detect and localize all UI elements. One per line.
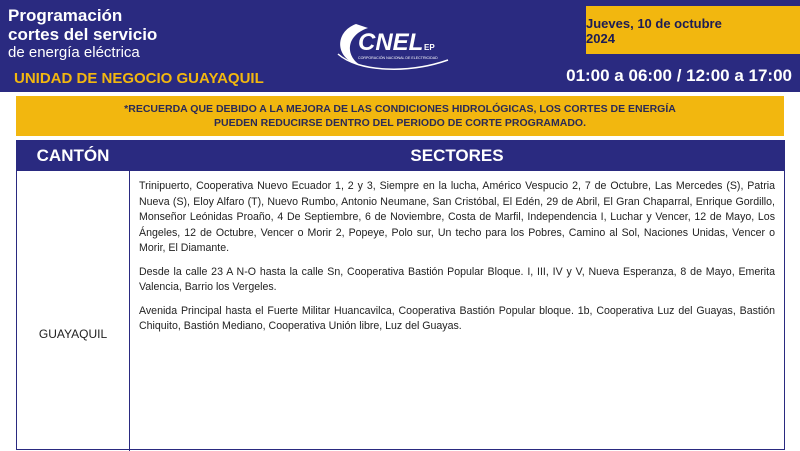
canton-cell: GUAYAQUIL [38, 327, 108, 341]
logo-subtitle: CORPORACIÓN NACIONAL DE ELECTRICIDAD [358, 56, 438, 60]
notice-line-1: *RECUERDA QUE DEBIDO A LA MEJORA DE LAS CONDICIONES HIDROLÓGICAS, LOS CORTES DE ENERGÍA [124, 103, 676, 115]
title-line-2: cortes del servicio [8, 25, 158, 44]
sector-block: Trinipuerto, Cooperativa Nuevo Ecuador 1, 2 y 3, Siempre en la lucha, Américo Vespucio 2, 7 de Octubre, Las Mercedes (S), Patria Nueva (S), Eloy Alfaro (T), Nuevo Rumbo, Antonio Neumane, San Cristóbal, El Edén, 29 de Abril, El Gran Chaparral, Enrique Gordillo, Monseñor Leónidas Proaño, 4 De Septiembre, 6 de Noviembre, Costa de Marfil, Independencia I, Luchar y Vencer, 12 de Mayo, Los Ángeles, 12 de Octubre, Vencer o Morir 2, Popeye, Polo sur, Un techo para los Pobres, Camino al Sol, Naciones Unidas, Vencer o Morir, El Diamante. [139, 180, 775, 254]
business-unit-label: UNIDAD DE NEGOCIO GUAYAQUIL [14, 70, 264, 87]
date-box [586, 6, 800, 54]
title-line-1: Programación [8, 6, 123, 25]
page-title [8, 6, 157, 62]
cnel-logo [328, 14, 478, 74]
outage-table [16, 140, 785, 450]
title-line-3: de energía eléctrica [8, 44, 140, 61]
schedule-hours: 01:00 a 06:00 / 12:00 a 17:00 [566, 66, 792, 85]
notice-banner [16, 96, 784, 136]
header-banner [0, 0, 800, 92]
sector-block: Desde la calle 23 A N-O hasta la calle Sn, Cooperativa Bastión Popular Bloque. I, III, IV y V, Nueva Esperanza, 8 de Mayo, Emerita Valencia, Barrio los Vergeles. [139, 265, 775, 293]
column-header-sectores: SECTORES [130, 141, 784, 171]
sector-block: Avenida Principal hasta el Fuerte Militar Huancavilca, Cooperativa Bastión Popular bloque. 1b, Cooperativa Luz del Guayas, Bastión Chiquito, Bastión Mediano, Cooperativa Unión libre, Luz del Guayas. [139, 304, 775, 332]
column-divider [129, 141, 130, 451]
logo-text: CNEL [358, 29, 424, 56]
column-header-canton: CANTÓN [17, 141, 129, 171]
logo-suffix: EP [424, 43, 435, 52]
sectors-cell [139, 179, 775, 343]
schedule-date: Jueves, 10 de octubre 2024 [586, 16, 722, 46]
notice-line-2: PUEDEN REDUCIRSE DENTRO DEL PERIODO DE CORTE PROGRAMADO. [213, 117, 586, 129]
